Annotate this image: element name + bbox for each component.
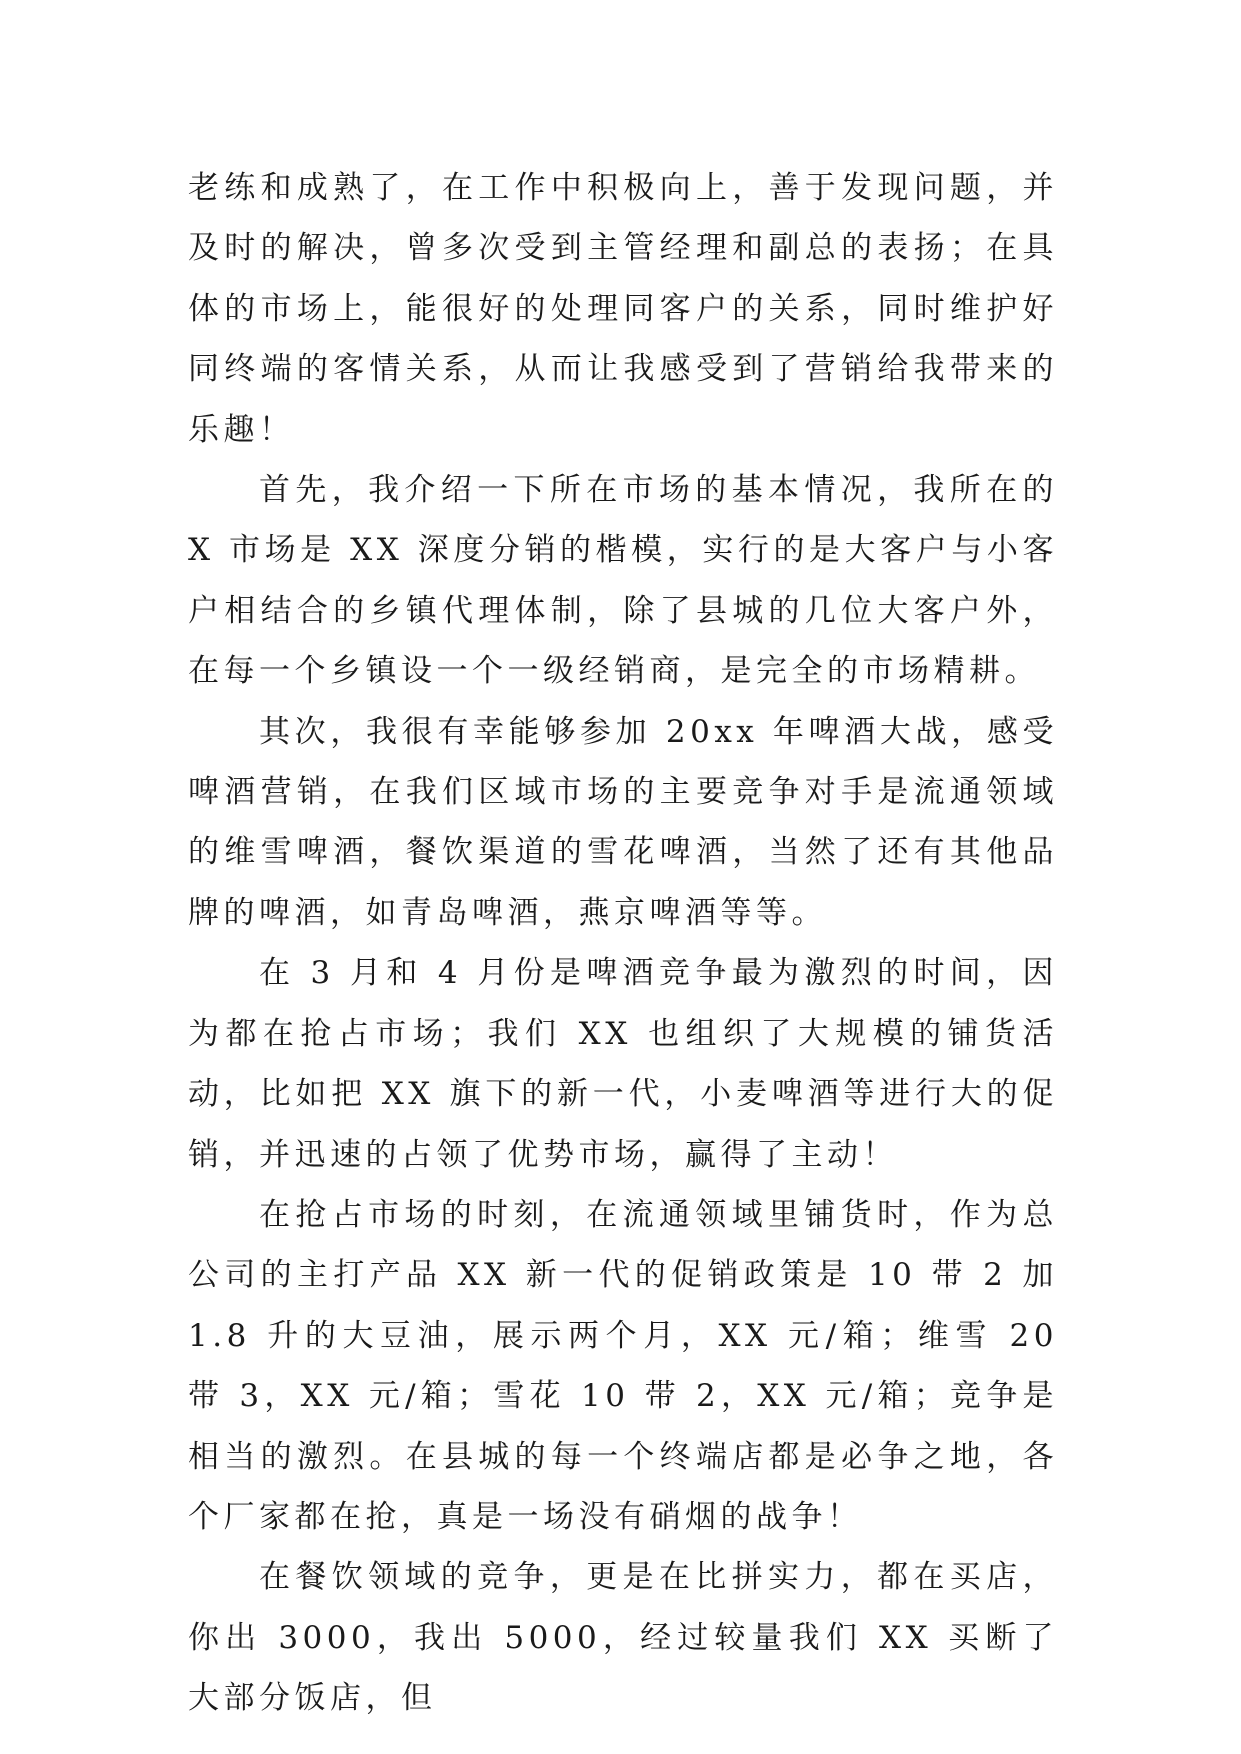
paragraph-march-april: 在 3 月和 4 月份是啤酒竞争最为激烈的时间，因为都在抢占市场；我们 XX 也组织了大规模的铺货活动，比如把 XX 旗下的新一代，小麦啤酒等进行大的促销，并迅速的占领了优势市场，赢得了主动！ — [188, 955, 1058, 1173]
paragraph-promotion-policy: 在抢占市场的时刻，在流通领域里铺货时，作为总公司的主打产品 XX 新一代的促销政策是 10 带 2 加 1.8 升的大豆油，展示两个月，XX 元/箱；维雪 20 带 3，XX 元/箱；雪花 10 带 2，XX 元/箱；竞争是相当的激烈。在县城的每一个终端店都是必争之地，各个厂家都在抢，真是一场没有硝烟的战争！ — [188, 1196, 1058, 1535]
paragraph-catering-competition: 在餐饮领域的竞争，更是在比拼实力，都在买店，你出 3000，我出 5000，经过较量我们 XX 买断了大部分饭店，但 — [188, 1559, 1058, 1717]
paragraph-market-overview: 首先，我介绍一下所在市场的基本情况，我所在的 X 市场是 XX 深度分销的楷模，实行的是大客户与小客户相结合的乡镇代理体制，除了县城的几位大客户外，在每一个乡镇设一个一级经销商，是完全的市场精耕。 — [188, 472, 1058, 690]
document-body — [188, 158, 1058, 1729]
paragraph-beer-competition: 其次，我很有幸能够参加 20xx 年啤酒大战，感受啤酒营销，在我们区域市场的主要竞争对手是流通领域的维雪啤酒，餐饮渠道的雪花啤酒，当然了还有其他品牌的啤酒，如青岛啤酒，燕京啤酒等等。 — [188, 713, 1058, 931]
paragraph-continuation: 老练和成熟了，在工作中积极向上，善于发现问题，并及时的解决，曾多次受到主管经理和副总的表扬；在具体的市场上，能很好的处理同客户的关系，同时维护好同终端的客情关系，从而让我感受到了营销给我带来的乐趣！ — [188, 170, 1058, 448]
